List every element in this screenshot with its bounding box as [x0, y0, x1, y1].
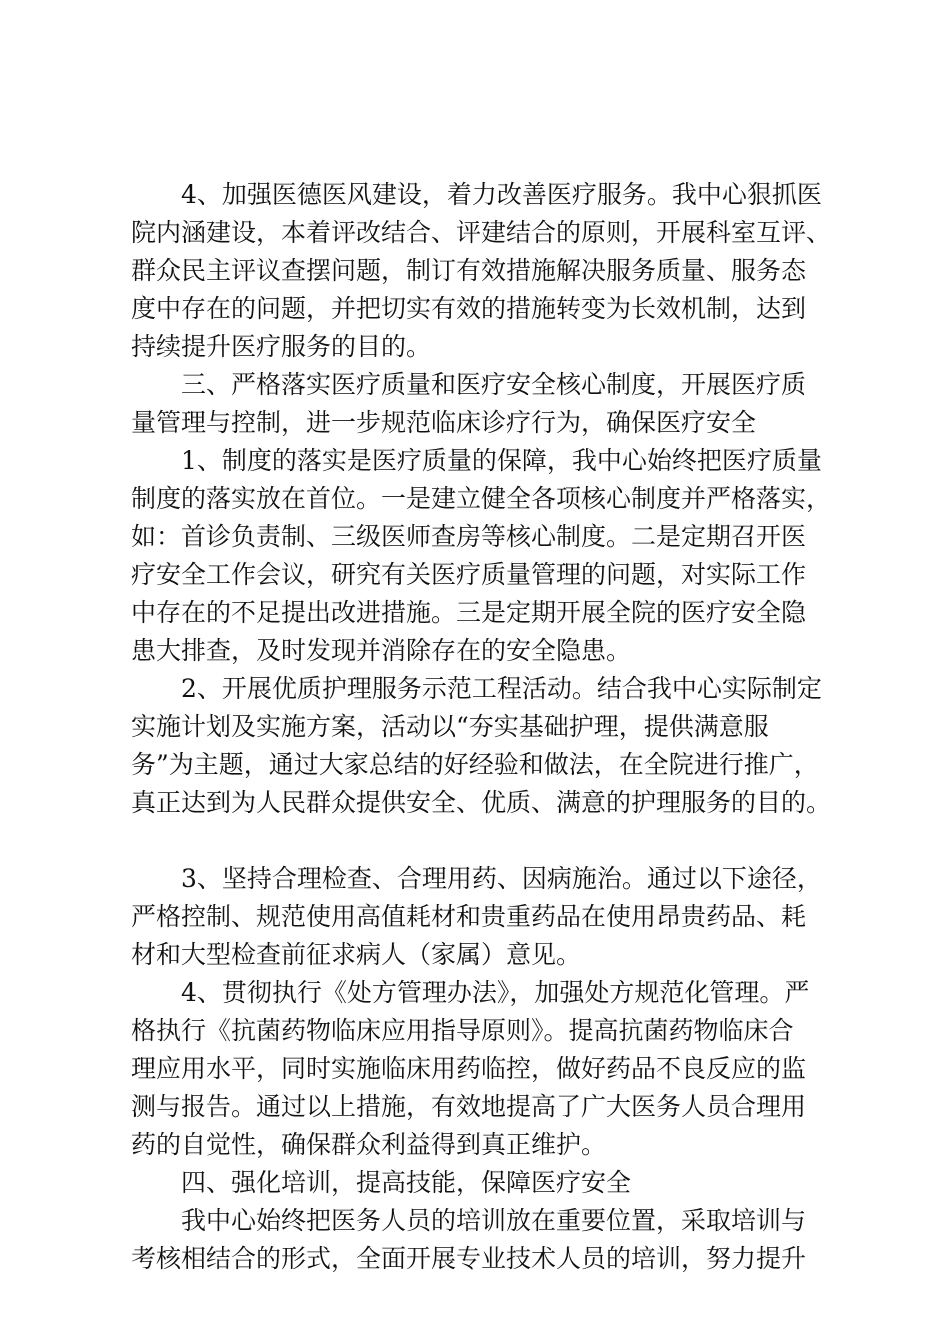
section-heading-line: 量管理与控制，进一步规范临床诊疗行为，确保医疗安全	[131, 408, 757, 437]
paragraph-line: 真正达到为人民群众提供安全、优质、满意的护理服务的目的。	[131, 788, 832, 817]
blank-line	[131, 822, 831, 860]
paragraph-line: 药的自觉性，确保群众利益得到真正维护。	[131, 1130, 607, 1159]
paragraph-line: 材和大型检查前征求病人（家属）意见。	[131, 940, 582, 969]
section-heading-line: 三、严格落实医疗质量和医疗安全核心制度，开展医疗质	[131, 370, 807, 399]
paragraph-line: 3、坚持合理检查、合理用药、因病施治。通过以下途径，	[131, 864, 822, 893]
paragraph-line: 务”为主题，通过大家总结的好经验和做法，在全院进行推广，	[131, 750, 819, 779]
paragraph-line: 严格控制、规范使用高值耗材和贵重药品在使用昂贵药品、耗	[131, 902, 807, 931]
paragraph-line: 度中存在的问题，并把切实有效的措施转变为长效机制，达到	[131, 294, 807, 323]
paragraph-line: 2、开展优质护理服务示范工程活动。结合我中心实际制定	[131, 674, 822, 703]
paragraph-line: 如：首诊负责制、三级医师查房等核心制度。二是定期召开医	[131, 522, 807, 551]
section-heading-line: 四、强化培训，提高技能，保障医疗安全	[131, 1168, 632, 1197]
paragraph-line: 4、贯彻执行《处方管理办法》，加强处方规范化管理。严	[131, 978, 810, 1007]
paragraph-line: 制度的落实放在首位。一是建立健全各项核心制度并严格落实，	[131, 484, 831, 513]
paragraph-line: 持续提升医疗服务的目的。	[131, 332, 432, 361]
paragraph-line: 患大排查，及时发现并消除存在的安全隐患。	[131, 636, 632, 665]
paragraph-line: 4、加强医德医风建设，着力改善医疗服务。我中心狠抓医	[131, 180, 822, 209]
paragraph-line: 疗安全工作会议，研究有关医疗质量管理的问题，对实际工作	[131, 560, 807, 589]
paragraph-line: 中存在的不足提出改进措施。三是定期开展全院的医疗安全隐	[131, 598, 807, 627]
paragraph-line: 群众民主评议查摆问题，制订有效措施解决服务质量、服务态	[131, 256, 807, 285]
paragraph-line: 理应用水平，同时实施临床用药临控，做好药品不良反应的监	[131, 1054, 807, 1083]
paragraph-line: 我中心始终把医务人员的培训放在重要位置，采取培训与	[131, 1206, 807, 1235]
paragraph-line: 1、制度的落实是医疗质量的保障，我中心始终把医疗质量	[131, 446, 822, 475]
paragraph-line: 实施计划及实施方案，活动以“夯实基础护理，提供满意服	[131, 712, 769, 741]
paragraph-line: 考核相结合的形式，全面开展专业技术人员的培训，努力提升	[131, 1244, 807, 1273]
paragraph-line: 院内涵建设，本着评改结合、评建结合的原则，开展科室互评、	[131, 218, 831, 247]
paragraph-line: 测与报告。通过以上措施，有效地提高了广大医务人员合理用	[131, 1092, 807, 1121]
paragraph-line: 格执行《抗菌药物临床应用指导原则》。提高抗菌药物临床合	[131, 1016, 794, 1045]
